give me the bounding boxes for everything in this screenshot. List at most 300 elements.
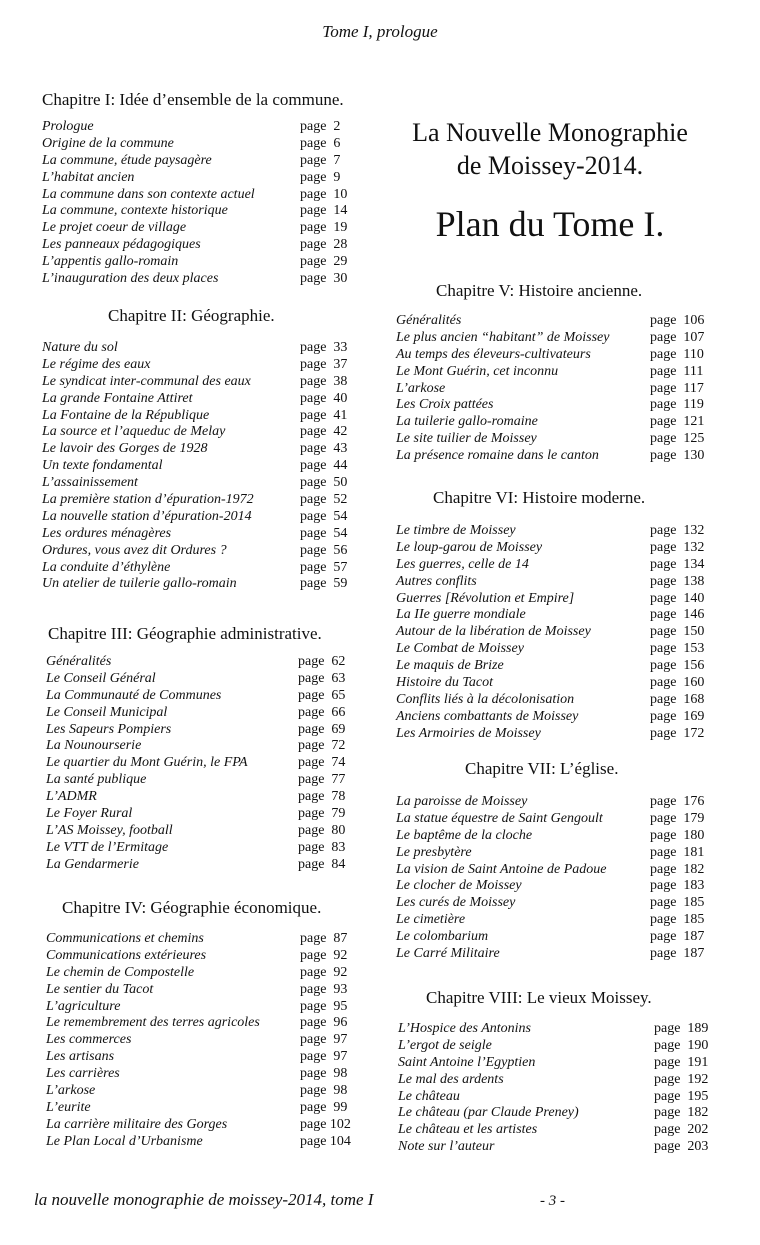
- toc-entry: [46, 1066, 386, 1083]
- toc-entry-title: Le lavoir des Gorges de 1928: [42, 441, 208, 457]
- toc-entry: [46, 738, 388, 755]
- toc-entry-title: Le sentier du Tacot: [46, 981, 154, 997]
- toc-entry-title: Généralités: [46, 654, 112, 669]
- toc-entry: [42, 374, 382, 391]
- toc-entry-page: page 38: [300, 373, 348, 389]
- toc-entry-page: page 56: [300, 542, 348, 558]
- toc-entry-page: page 6: [300, 135, 341, 151]
- toc-entry-title: Les guerres, celle de 14: [396, 556, 529, 572]
- toc-entry-page: page 187: [650, 946, 705, 962]
- chapter-title: Chapitre II: Géographie.: [108, 306, 275, 325]
- toc-entry-title: Ordures, vous avez dit Ordures ?: [42, 542, 227, 558]
- toc-entry: [42, 237, 382, 254]
- chapter-title: Chapitre I: Idée d’ensemble de la commune.: [42, 90, 344, 109]
- toc-entry-page: page 69: [298, 721, 346, 737]
- toc-entry-title: Le quartier du Mont Guérin, le FPA: [46, 755, 248, 771]
- toc-entry-page: page 97: [300, 1049, 348, 1065]
- toc-entry-title: La tuilerie gallo-romaine: [396, 414, 538, 430]
- toc-entry: [46, 722, 388, 739]
- toc-entry: [396, 397, 726, 414]
- toc-entry-title: Le mal des ardents: [398, 1071, 504, 1087]
- toc-entry-title: Le VTT de l’Ermitage: [46, 839, 169, 855]
- toc-entry-page: page 107: [650, 329, 705, 345]
- toc-entry: [396, 414, 726, 431]
- toc-list: [396, 794, 726, 963]
- toc-entry-page: page 7: [300, 152, 341, 168]
- toc-entry-title: L’AS Moissey, football: [46, 822, 173, 838]
- toc-entry: [396, 675, 726, 692]
- toc-entry-title: Le presbytère: [396, 844, 472, 860]
- toc-entry: [42, 492, 382, 509]
- chapter-2: [42, 306, 382, 593]
- toc-entry-page: page 180: [650, 827, 705, 843]
- toc-entry-page: page 203: [654, 1139, 709, 1155]
- toc-entry: [396, 591, 726, 608]
- chapter-8: [398, 988, 728, 1156]
- toc-entry: [42, 254, 382, 271]
- toc-entry-page: page 72: [298, 738, 346, 754]
- chapter-title: Chapitre III: Géographie administrative.: [48, 624, 322, 643]
- toc-entry: [46, 772, 388, 789]
- toc-entry: [398, 1105, 728, 1122]
- toc-entry-page: page 10: [300, 186, 348, 202]
- toc-entry: [46, 857, 388, 874]
- toc-entry-page: page 62: [298, 654, 346, 669]
- toc-entry: [396, 912, 726, 929]
- toc-entry-title: Les artisans: [46, 1049, 115, 1065]
- toc-entry-title: L’appentis gallo-romain: [42, 254, 179, 270]
- toc-entry-page: page 87: [300, 931, 348, 946]
- toc-entry-title: L’ergot de seigle: [398, 1037, 492, 1053]
- toc-entry-title: Le Foyer Rural: [46, 806, 133, 822]
- toc-entry-page: page 14: [300, 203, 348, 219]
- toc-entry-page: page 192: [654, 1071, 709, 1087]
- toc-entry: [46, 688, 388, 705]
- toc-entry: [398, 1089, 728, 1106]
- chapter-6: [396, 488, 726, 743]
- toc-entry: [46, 1032, 386, 1049]
- toc-entry-title: Les carrières: [46, 1066, 120, 1082]
- toc-entry-title: Les panneaux pédagogiques: [42, 237, 201, 253]
- toc-entry: [396, 658, 726, 675]
- toc-entry-page: page 40: [300, 390, 348, 406]
- toc-entry: [46, 1083, 386, 1100]
- toc-entry-page: page 183: [650, 878, 705, 894]
- chapter-title: Chapitre VIII: Le vieux Moissey.: [426, 988, 652, 1007]
- toc-entry-page: page 111: [650, 363, 704, 379]
- toc-entry-page: page 66: [298, 704, 346, 720]
- toc-entry: [396, 811, 726, 828]
- toc-entry-title: Le Carré Militaire: [396, 946, 500, 962]
- toc-list: [46, 654, 388, 874]
- toc-entry-page: page 185: [650, 895, 705, 911]
- toc-entry: [398, 1038, 728, 1055]
- toc-entry-title: La commune, étude paysagère: [42, 152, 212, 168]
- toc-entry-page: page 153: [650, 641, 705, 657]
- footer-page-number: - 3 -: [540, 1193, 565, 1209]
- toc-entry-title: Les Armoiries de Moissey: [396, 725, 541, 741]
- toc-entry-page: page 98: [300, 1066, 348, 1082]
- toc-entry: [42, 526, 382, 543]
- toc-entry-title: La première station d’épuration-1972: [42, 492, 254, 508]
- toc-entry-page: page 191: [654, 1054, 709, 1070]
- toc-entry: [42, 136, 382, 153]
- toc-entry: [398, 1139, 728, 1156]
- toc-entry: [396, 929, 726, 946]
- toc-entry-page: page 59: [300, 576, 348, 592]
- toc-entry-title: Le Mont Guérin, cet inconnu: [396, 363, 559, 379]
- toc-entry-page: page 181: [650, 844, 705, 860]
- toc-entry-title: Le projet coeur de village: [42, 220, 187, 236]
- toc-list: [396, 313, 726, 465]
- toc-entry-title: Le colombarium: [396, 929, 489, 945]
- toc-entry: [396, 862, 726, 879]
- toc-entry-page: page 52: [300, 492, 348, 508]
- page-header: Tome I, prologue: [322, 22, 438, 41]
- chapter-title: Chapitre VI: Histoire moderne.: [433, 488, 646, 507]
- toc-entry-title: Les curés de Moissey: [396, 895, 516, 911]
- toc-entry-page: page 195: [654, 1088, 709, 1104]
- title-line-1: La Nouvelle Monographie: [412, 118, 688, 147]
- toc-list: [42, 119, 382, 288]
- toc-entry-page: page 42: [300, 424, 348, 440]
- toc-entry-page: page 77: [298, 772, 346, 788]
- toc-entry-page: page 179: [650, 810, 705, 826]
- toc-entry: [46, 755, 388, 772]
- toc-entry-title: L’Hospice des Antonins: [398, 1021, 531, 1036]
- toc-entry-page: page 176: [650, 794, 705, 809]
- toc-entry-title: L’arkose: [46, 1083, 96, 1099]
- toc-entry: [396, 431, 726, 448]
- toc-entry-title: Le Conseil Général: [46, 670, 156, 686]
- toc-entry: [398, 1122, 728, 1139]
- toc-entry-title: La présence romaine dans le canton: [396, 448, 599, 464]
- toc-entry: [396, 641, 726, 658]
- toc-entry: [42, 153, 382, 170]
- toc-entry: [42, 203, 382, 220]
- toc-entry-page: page 132: [650, 523, 705, 538]
- toc-entry: [46, 671, 388, 688]
- toc-entry: [46, 1134, 386, 1151]
- toc-entry: [398, 1055, 728, 1072]
- toc-entry-title: Le site tuilier de Moissey: [396, 431, 537, 447]
- toc-entry-page: page 28: [300, 237, 348, 253]
- toc-list: [46, 931, 386, 1151]
- toc-entry-page: page 132: [650, 539, 705, 555]
- toc-entry-title: Le régime des eaux: [42, 356, 151, 372]
- toc-entry-page: page 102: [300, 1116, 351, 1132]
- toc-entry-title: Les ordures ménagères: [42, 525, 172, 541]
- toc-entry-title: Le clocher de Moissey: [396, 878, 522, 894]
- toc-entry: [42, 560, 382, 577]
- toc-entry: [42, 441, 382, 458]
- chapter-3: [48, 624, 388, 874]
- toc-entry-title: L’ADMR: [46, 789, 97, 805]
- toc-entry-title: Le château (par Claude Preney): [398, 1105, 579, 1121]
- toc-entry-title: La vision de Saint Antoine de Padoue: [396, 861, 607, 877]
- toc-entry: [396, 794, 726, 811]
- toc-entry-page: page 106: [650, 313, 705, 328]
- toc-entry: [42, 408, 382, 425]
- toc-entry-page: page 134: [650, 556, 705, 572]
- toc-entry: [396, 381, 726, 398]
- toc-entry-title: Le chemin de Compostelle: [46, 964, 195, 980]
- footer-title: la nouvelle monographie de moissey-2014, tome I: [34, 1190, 374, 1209]
- toc-entry-title: La commune dans son contexte actuel: [42, 186, 255, 202]
- toc-entry-title: Le loup-garou de Moissey: [396, 539, 543, 555]
- toc-entry: [46, 1015, 386, 1032]
- toc-entry-title: Le Plan Local d’Urbanisme: [46, 1133, 203, 1149]
- toc-entry-page: page 96: [300, 1015, 348, 1031]
- toc-entry-title: La conduite d’éthylène: [42, 559, 171, 575]
- toc-entry-page: page 169: [650, 708, 705, 724]
- chapter-1: [42, 90, 382, 288]
- toc-entry-title: L’agriculture: [46, 998, 121, 1014]
- toc-entry-title: L’arkose: [396, 380, 446, 396]
- toc-entry-title: L’inauguration des deux places: [42, 271, 219, 287]
- toc-entry-title: Un texte fondamental: [42, 458, 163, 474]
- toc-entry: [46, 1100, 386, 1117]
- chapter-title: Chapitre IV: Géographie économique.: [62, 898, 322, 917]
- toc-entry: [42, 119, 382, 136]
- toc-entry-page: page 138: [650, 573, 705, 589]
- toc-entry: [396, 895, 726, 912]
- toc-entry: [46, 654, 388, 671]
- toc-entry-page: page 182: [650, 861, 705, 877]
- toc-entry-page: page 146: [650, 607, 705, 623]
- toc-entry-page: page 92: [300, 964, 348, 980]
- toc-entry: [396, 726, 726, 743]
- toc-entry-title: L’assainissement: [42, 475, 138, 491]
- toc-entry: [396, 624, 726, 641]
- toc-entry-title: Prologue: [42, 119, 94, 134]
- toc-entry-title: Histoire du Tacot: [396, 675, 493, 691]
- toc-entry-title: Autour de la libération de Moissey: [396, 624, 591, 640]
- toc-entry-title: La Gendarmerie: [46, 856, 139, 872]
- toc-entry: [42, 458, 382, 475]
- toc-entry: [396, 330, 726, 347]
- toc-entry-page: page 93: [300, 981, 348, 997]
- toc-entry-page: page 98: [300, 1083, 348, 1099]
- toc-entry-title: Le plus ancien “habitant” de Moissey: [396, 329, 610, 345]
- toc-entry-title: L’habitat ancien: [42, 169, 135, 185]
- toc-entry-title: Anciens combattants de Moissey: [396, 708, 579, 724]
- toc-entry: [396, 692, 726, 709]
- toc-entry-page: page 80: [298, 822, 346, 838]
- title-line-2: de Moissey-2014.: [456, 151, 644, 180]
- toc-entry-page: page 156: [650, 658, 705, 674]
- toc-entry: [42, 424, 382, 441]
- toc-entry: [46, 823, 388, 840]
- toc-entry: [396, 557, 726, 574]
- toc-entry-page: page 119: [650, 397, 704, 413]
- toc-entry-page: page 189: [654, 1021, 709, 1036]
- toc-entry-title: Conflits liés à la décolonisation: [396, 691, 575, 707]
- toc-entry: [42, 475, 382, 492]
- toc-entry-page: page 79: [298, 806, 346, 822]
- plan-title: Plan du Tome I.: [435, 204, 665, 244]
- toc-entry-page: page 121: [650, 414, 705, 430]
- toc-entry-page: page 140: [650, 590, 705, 606]
- toc-entry-page: page 63: [298, 670, 346, 686]
- toc-entry-page: page 172: [650, 725, 705, 741]
- toc-entry: [396, 946, 726, 963]
- toc-entry-title: Le château: [398, 1088, 460, 1104]
- toc-entry: [46, 999, 386, 1016]
- toc-entry-page: page 190: [654, 1037, 709, 1053]
- toc-entry-page: page 54: [300, 525, 348, 541]
- toc-entry-page: page 2: [300, 119, 341, 134]
- toc-entry-title: Les Sapeurs Pompiers: [46, 721, 172, 737]
- toc-entry-page: page 19: [300, 220, 348, 236]
- toc-entry: [396, 347, 726, 364]
- toc-entry: [396, 845, 726, 862]
- toc-entry-page: page 182: [654, 1105, 709, 1121]
- toc-entry-title: Note sur l’auteur: [398, 1139, 495, 1155]
- toc-entry-page: page 99: [300, 1099, 348, 1115]
- toc-entry: [42, 187, 382, 204]
- toc-entry-title: La IIe guerre mondiale: [396, 607, 526, 623]
- toc-entry-title: La santé publique: [46, 772, 147, 788]
- toc-entry: [42, 357, 382, 374]
- toc-entry-page: page 150: [650, 624, 705, 640]
- toc-list: [396, 523, 726, 743]
- toc-entry: [46, 806, 388, 823]
- toc-entry-title: Le baptême de la cloche: [396, 827, 533, 843]
- chapter-title: Chapitre VII: L’église.: [465, 759, 619, 778]
- toc-entry-title: La commune, contexte historique: [42, 203, 228, 219]
- toc-entry-page: page 110: [650, 346, 704, 362]
- toc-entry: [42, 391, 382, 408]
- toc-entry: [42, 576, 382, 593]
- toc-entry-page: page 168: [650, 691, 705, 707]
- toc-entry: [396, 313, 726, 330]
- toc-entry: [42, 340, 382, 357]
- toc-entry: [46, 840, 388, 857]
- toc-entry-page: page 187: [650, 929, 705, 945]
- toc-entry-page: page 9: [300, 169, 341, 185]
- toc-entry-page: page 50: [300, 475, 348, 491]
- toc-entry: [396, 607, 726, 624]
- toc-entry: [398, 1072, 728, 1089]
- toc-entry: [46, 931, 386, 948]
- toc-entry-title: Le maquis de Brize: [396, 658, 504, 674]
- document-title: [390, 116, 710, 182]
- toc-entry-page: page 202: [654, 1122, 709, 1138]
- toc-entry-page: page 84: [298, 856, 346, 872]
- toc-entry-title: Les commerces: [46, 1032, 132, 1048]
- toc-entry: [42, 509, 382, 526]
- toc-entry: [396, 540, 726, 557]
- toc-entry: [396, 878, 726, 895]
- toc-entry-page: page 74: [298, 755, 346, 771]
- toc-entry-page: page 54: [300, 508, 348, 524]
- toc-entry-page: page 44: [300, 458, 348, 474]
- toc-entry-title: Autres conflits: [396, 573, 477, 589]
- toc-entry-title: Guerres [Révolution et Empire]: [396, 590, 575, 606]
- toc-entry-title: Le remembrement des terres agricoles: [46, 1015, 260, 1031]
- toc-entry: [42, 220, 382, 237]
- toc-entry-page: page 30: [300, 271, 348, 287]
- toc-entry-page: page 65: [298, 687, 346, 703]
- toc-entry-title: Les Croix pattées: [396, 397, 494, 413]
- toc-entry-title: Nature du sol: [42, 340, 118, 355]
- toc-entry-title: La nouvelle station d’épuration-2014: [42, 508, 252, 524]
- toc-entry-page: page 29: [300, 254, 348, 270]
- toc-entry-page: page 33: [300, 340, 348, 355]
- toc-entry-title: Généralités: [396, 313, 462, 328]
- toc-entry-title: La carrière militaire des Gorges: [46, 1116, 228, 1132]
- toc-entry-title: Le Combat de Moissey: [396, 641, 524, 657]
- toc-entry-page: page 97: [300, 1032, 348, 1048]
- toc-entry-page: page 185: [650, 912, 705, 928]
- toc-entry-title: La Fontaine de la République: [42, 407, 210, 423]
- toc-entry-title: Le Conseil Municipal: [46, 704, 168, 720]
- chapter-7: [396, 759, 726, 963]
- toc-entry: [46, 1117, 386, 1134]
- toc-entry: [396, 364, 726, 381]
- toc-entry: [46, 705, 388, 722]
- chapter-5: [396, 281, 726, 465]
- toc-entry-page: page 160: [650, 675, 705, 691]
- toc-entry-page: page 83: [298, 839, 346, 855]
- toc-entry: [396, 828, 726, 845]
- toc-entry: [46, 1049, 386, 1066]
- toc-entry-page: page 92: [300, 947, 348, 963]
- toc-entry: [398, 1021, 728, 1038]
- toc-entry-title: Communications extérieures: [46, 947, 207, 963]
- toc-entry-title: La Nounourserie: [46, 738, 142, 754]
- toc-entry-page: page 117: [650, 380, 704, 396]
- toc-entry-page: page 95: [300, 998, 348, 1014]
- toc-entry-page: page 37: [300, 356, 348, 372]
- toc-entry: [46, 965, 386, 982]
- toc-entry-title: L’eurite: [46, 1099, 91, 1115]
- toc-entry: [46, 789, 388, 806]
- toc-entry: [42, 170, 382, 187]
- toc-entry-page: page 43: [300, 441, 348, 457]
- toc-entry-title: La paroisse de Moissey: [396, 794, 528, 809]
- toc-list: [42, 340, 382, 593]
- toc-entry-title: La grande Fontaine Attiret: [42, 390, 193, 406]
- toc-entry-title: Au temps des éleveurs-cultivateurs: [396, 346, 591, 362]
- toc-entry-page: page 78: [298, 789, 346, 805]
- toc-entry: [42, 543, 382, 560]
- toc-entry: [396, 709, 726, 726]
- toc-entry-title: Le cimetière: [396, 912, 466, 928]
- toc-entry-title: Un atelier de tuilerie gallo-romain: [42, 576, 237, 592]
- toc-entry-title: Le syndicat inter-communal des eaux: [42, 373, 251, 389]
- toc-entry-title: Origine de la commune: [42, 135, 174, 151]
- toc-entry-title: Le timbre de Moissey: [396, 523, 516, 538]
- toc-entry: [46, 948, 386, 965]
- toc-entry: [396, 574, 726, 591]
- toc-entry-page: page 41: [300, 407, 348, 423]
- toc-entry-title: La statue équestre de Saint Gengoult: [396, 810, 603, 826]
- toc-entry-page: page 125: [650, 431, 705, 447]
- toc-entry-title: Communications et chemins: [46, 931, 204, 946]
- toc-entry-title: Saint Antoine l’Egyptien: [398, 1054, 536, 1070]
- toc-entry-title: Le château et les artistes: [398, 1122, 538, 1138]
- chapter-title: Chapitre V: Histoire ancienne.: [436, 281, 643, 300]
- toc-entry: [46, 982, 386, 999]
- toc-entry: [396, 448, 726, 465]
- toc-entry-page: page 104: [300, 1133, 351, 1149]
- toc-entry-title: La Communauté de Communes: [46, 687, 222, 703]
- chapter-4: [46, 898, 386, 1151]
- toc-list: [398, 1021, 728, 1156]
- toc-entry: [42, 271, 382, 288]
